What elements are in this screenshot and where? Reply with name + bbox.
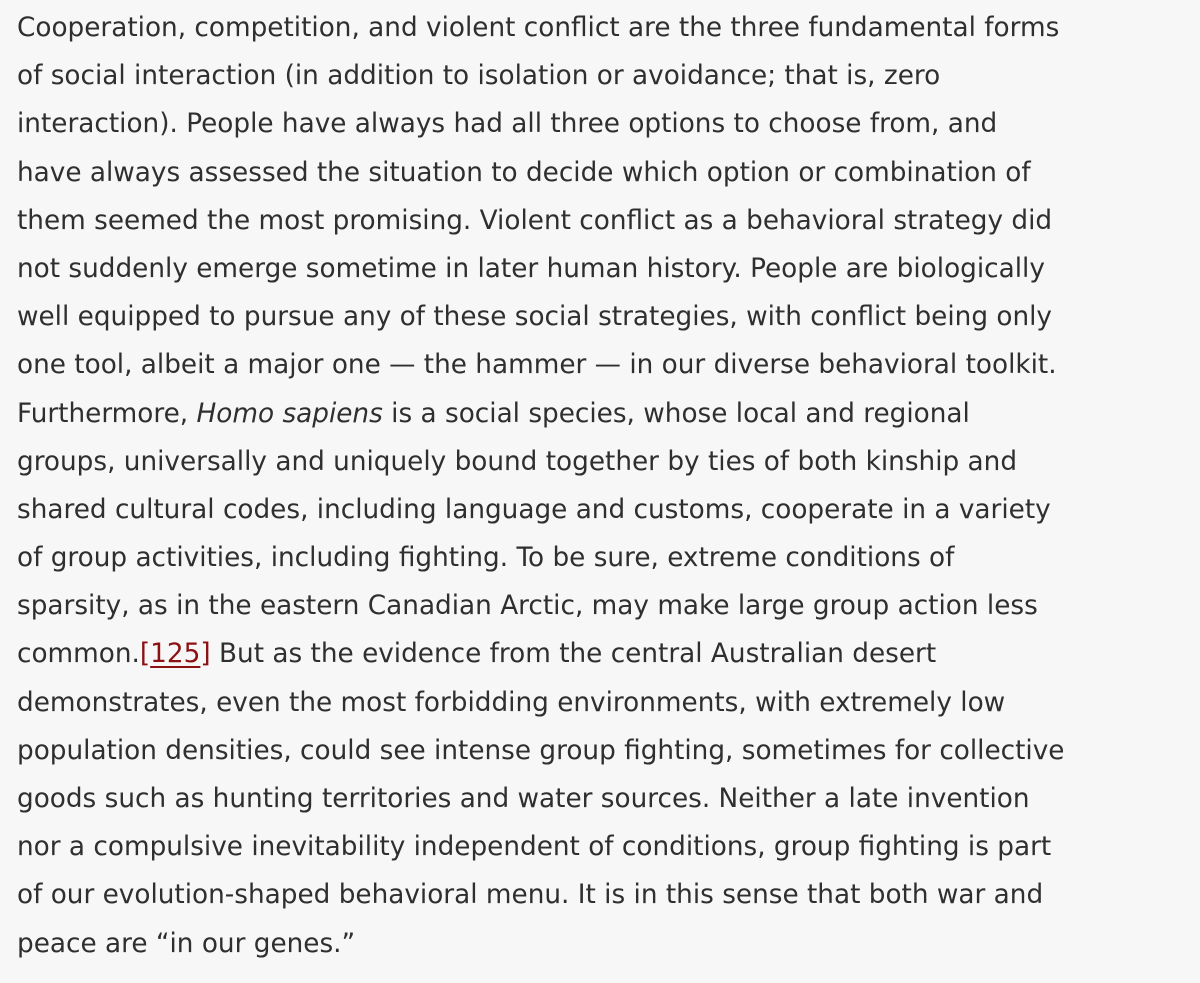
paragraph-line-10: groups, universally and uniquely bound together by ties of both kinship and — [17, 446, 1018, 477]
paragraph-line-9-before: Furthermore, — [17, 398, 197, 429]
paragraph-line-1: Cooperation, competition, and violent conflict are the three fundamental forms — [17, 13, 1060, 43]
paragraph-line-13: sparsity, as in the eastern Canadian Arctic, may make large group action less — [17, 591, 1038, 622]
paragraph-line-4: have always assessed the situation to decide which option or combination of — [17, 157, 1031, 188]
paragraph-line-7: well equipped to pursue any of these social strategies, with conflict being only — [17, 302, 1052, 333]
paragraph-line-8: one tool, albeit a major one — the hammer — in our diverse behavioral toolkit. — [17, 350, 1057, 381]
paragraph-line-16: population densities, could see intense group fighting, sometimes for collective — [17, 735, 1065, 766]
paragraph-line-6: not suddenly emerge sometime in later human history. People are biologically — [17, 253, 1045, 284]
paragraph-line-17: goods such as hunting territories and water sources. Neither a late invention — [17, 784, 1030, 814]
paragraph-line-9 — [17, 390, 1192, 438]
paragraph-line-20: peace are “in our genes.” — [17, 928, 356, 959]
article-paragraph — [17, 4, 1192, 968]
paragraph-line-9-after: is a social species, whose local and regional — [382, 398, 970, 429]
paragraph-line-19: of our evolution-shaped behavioral menu. It is in this sense that both war and — [17, 880, 1044, 911]
paragraph-line-18: nor a compulsive inevitability independent of conditions, group fighting is part — [17, 832, 1052, 863]
paragraph-line-11: shared cultural codes, including language and customs, cooperate in a variety — [17, 494, 1051, 525]
paragraph-line-3: interaction). People have always had all three options to choose from, and — [17, 109, 998, 140]
paragraph-line-14-after: But as the evidence from the central Australian desert — [210, 639, 937, 670]
paragraph-line-12: of group activities, including fighting. To be sure, extreme conditions of — [17, 543, 955, 574]
paragraph-line-14 — [17, 630, 1192, 678]
paragraph-line-2: of social interaction (in addition to isolation or avoidance; that is, zero — [17, 61, 941, 92]
footnote-link-125[interactable]: 125 — [150, 639, 201, 670]
footnote-close-bracket: ] — [200, 639, 211, 670]
footnote-open-bracket: [ — [139, 639, 151, 670]
paragraph-line-14-before: common. — [17, 639, 140, 670]
paragraph-line-5: them seemed the most promising. Violent conflict as a behavioral strategy did — [17, 205, 1053, 236]
paragraph-line-15: demonstrates, even the most forbidding environments, with extremely low — [17, 687, 1006, 718]
species-name-italic: Homo sapiens — [196, 398, 383, 429]
